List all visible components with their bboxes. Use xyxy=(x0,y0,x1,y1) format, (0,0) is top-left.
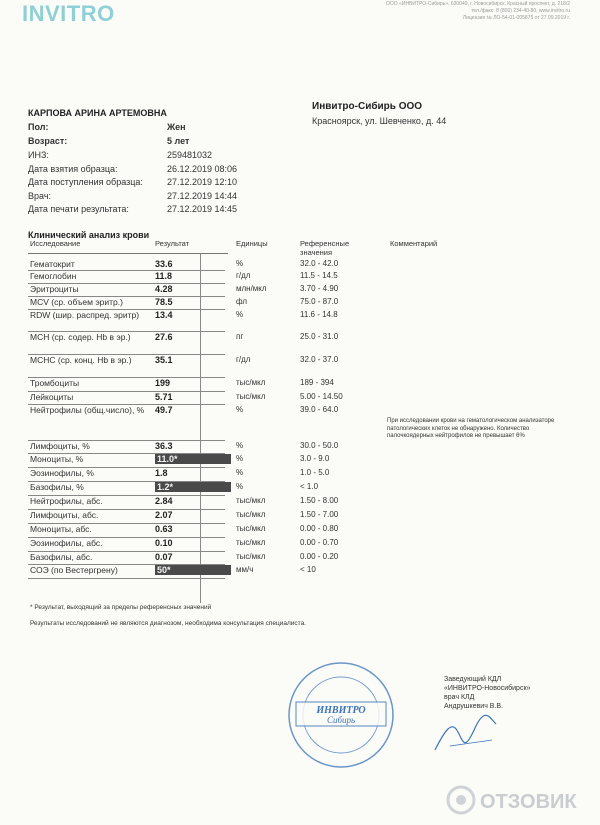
result-value: 0.10 xyxy=(155,538,173,548)
result-unit: % xyxy=(236,405,244,414)
test-name: Гемоглобин xyxy=(30,271,77,281)
reference-range: 30.0 - 50.0 xyxy=(300,441,339,450)
result-value: 36.3 xyxy=(155,441,173,451)
result-unit: % xyxy=(236,310,244,319)
reference-range: 1.0 - 5.0 xyxy=(300,468,330,477)
table-row xyxy=(28,332,568,355)
row-divider xyxy=(28,578,225,579)
table-row xyxy=(28,552,568,565)
reference-range: 0.00 - 0.80 xyxy=(300,524,339,533)
table-row xyxy=(28,392,568,405)
table-row xyxy=(28,565,568,579)
result-value: 5.71 xyxy=(155,392,173,402)
field-label: Дата печати результата: xyxy=(28,204,129,214)
header-info-line: Лицензия № ЛО-54-01-005875 от 27.09.2019 г. xyxy=(462,15,570,21)
handwritten-signature xyxy=(430,710,500,755)
patient-name: КАРПОВА АРИНА АРТЕМОВНА xyxy=(28,108,167,118)
signature-line: Андрушкевич В.В. xyxy=(444,703,504,710)
result-unit: тыс/мкл xyxy=(236,524,266,533)
test-name: Эозинофилы, % xyxy=(30,468,94,478)
table-row xyxy=(28,468,568,482)
table-row xyxy=(28,441,568,454)
result-unit: тыс/мкл xyxy=(236,378,266,387)
result-value: 199 xyxy=(155,378,171,388)
result-unit: % xyxy=(236,441,244,450)
result-unit: тыс/мкл xyxy=(236,538,266,547)
result-unit: % xyxy=(236,259,244,268)
header-info xyxy=(320,1,570,22)
table-row xyxy=(28,259,568,271)
reference-range: 32.0 - 37.0 xyxy=(300,355,339,364)
table-row xyxy=(28,482,568,496)
table-row xyxy=(28,496,568,510)
test-name: Базофилы, % xyxy=(30,482,84,492)
result-value: 27.6 xyxy=(155,332,173,342)
stamp-text-top: ИНВИТРО xyxy=(316,705,366,716)
table-row xyxy=(28,355,568,378)
result-unit: тыс/мкл xyxy=(236,496,266,505)
result-unit: г/дл xyxy=(236,271,251,280)
reference-range: 0.00 - 0.20 xyxy=(300,552,339,561)
result-unit: фл xyxy=(236,297,248,306)
reference-range: 0.00 - 0.70 xyxy=(300,538,339,547)
result-unit: % xyxy=(236,482,244,491)
result-unit: % xyxy=(236,468,244,477)
test-name: Нейтрофилы (общ.число), % xyxy=(30,405,145,415)
field-label: Пол: xyxy=(28,122,49,132)
result-value: 35.1 xyxy=(155,355,173,365)
header-units: Единицы xyxy=(236,239,268,248)
reference-range: 189 - 394 xyxy=(300,378,334,387)
table-row xyxy=(28,454,568,468)
result-unit: пг xyxy=(236,332,244,341)
result-unit: тыс/мкл xyxy=(236,392,266,401)
test-name: MCV (ср. объем эритр.) xyxy=(30,297,123,307)
reference-range: 5.00 - 14.50 xyxy=(300,392,343,401)
test-name: RDW (шир. распред. эритр) xyxy=(30,310,140,320)
result-value: 1.8 xyxy=(155,468,168,478)
reference-range: 11.6 - 14.8 xyxy=(300,310,338,319)
reference-range: 1.50 - 8.00 xyxy=(300,496,339,505)
header-info-line: ООО «ИНВИТРО-Сибирь», 630049, г. Новосибирск, Красный проспект, д. 218/2 xyxy=(386,1,570,7)
field-value: Жен xyxy=(167,122,186,132)
header-info-line: тел./факс: 8 (800) 234-40-80, www.invitro.ru xyxy=(471,8,570,14)
table-row xyxy=(28,524,568,538)
table-row xyxy=(28,538,568,552)
result-unit: % xyxy=(236,454,244,463)
lab-name: Инвитро-Сибирь ООО xyxy=(312,101,423,112)
section-title: Клинический анализ крови xyxy=(28,230,150,240)
result-unit: млн/мкл xyxy=(236,284,267,293)
reference-range: 75.0 - 87.0 xyxy=(300,297,339,306)
result-unit: мм/ч xyxy=(236,565,254,574)
reference-range: 39.0 - 64.0 xyxy=(300,405,339,414)
field-value: 26.12.2019 08:06 xyxy=(167,163,238,174)
result-value: 4.28 xyxy=(155,284,173,294)
result-value: 11.8 xyxy=(155,271,173,281)
reference-range: 25.0 - 31.0 xyxy=(300,332,339,341)
test-name: Гематокрит xyxy=(30,259,75,269)
lab-stamp xyxy=(286,660,396,770)
table-row xyxy=(28,284,568,297)
table-row xyxy=(28,310,568,332)
test-name: Лимфоциты, абс. xyxy=(30,510,99,520)
result-value: 2.07 xyxy=(155,510,173,520)
signature-block xyxy=(444,675,530,711)
result-value: 2.84 xyxy=(155,496,173,506)
header-divider xyxy=(28,253,228,254)
field-value: 5 лет xyxy=(167,136,190,146)
field-label: Дата взятия образца: xyxy=(28,163,118,174)
table-row xyxy=(28,510,568,524)
watermark-text: ОТЗОВИК xyxy=(480,791,577,813)
test-name: Базофилы, абс. xyxy=(30,552,93,562)
stamp-text-bottom: Сибирь xyxy=(326,715,356,725)
disclaimer: Результаты исследований не являются диагнозом, необходима консультация специалиста. xyxy=(30,620,306,627)
test-name: Нейтрофилы, абс. xyxy=(30,496,103,506)
signature-line: Заведующий КДЛ xyxy=(444,676,502,683)
test-name: Эритроциты xyxy=(30,284,79,294)
test-name: MCHC (ср. конц. Hb в эр.) xyxy=(30,355,132,365)
result-value: 78.5 xyxy=(155,297,173,307)
reference-range: < 1.0 xyxy=(300,482,319,491)
field-value: 27.12.2019 14:45 xyxy=(167,204,238,214)
test-name: Эозинофилы, абс. xyxy=(30,538,103,548)
field-label: ИНЗ: xyxy=(28,150,49,160)
result-value: 0.63 xyxy=(155,524,173,534)
result-value: 49.7 xyxy=(155,405,173,415)
flag-footnote: * Результат, выходящий за пределы референсных значений xyxy=(30,604,212,611)
otzovik-watermark xyxy=(444,783,594,817)
reference-range: 1.50 - 7.00 xyxy=(300,510,339,519)
result-value-flagged: 11.0* xyxy=(155,454,231,464)
field-value: 27.12.2019 12:10 xyxy=(167,177,238,187)
result-value: 13.4 xyxy=(155,310,173,320)
invitro-logo: INVITRO xyxy=(22,1,115,26)
test-name: Лимфоциты, % xyxy=(30,441,90,451)
header-result: Результат xyxy=(155,239,190,248)
reference-range: 3.70 - 4.90 xyxy=(300,284,339,293)
result-comment: При исследовании крови на гематологическом анализаторе патологических клеток не обнаружено. Количество палочкоядерных нейтрофилов не превышает 6% xyxy=(387,418,555,439)
test-name: Тромбоциты xyxy=(30,378,80,388)
field-label: Врач: xyxy=(28,190,52,201)
field-label: Возраст: xyxy=(28,136,68,146)
result-value-flagged: 50* xyxy=(155,565,231,575)
result-value: 33.6 xyxy=(155,259,173,269)
reference-range: 32.0 - 42.0 xyxy=(300,259,339,268)
table-row xyxy=(28,271,568,284)
test-name: MCH (ср. содер. Hb в эр.) xyxy=(30,332,131,342)
table-row xyxy=(28,378,568,392)
header-comment: Комментарий xyxy=(390,239,438,248)
signature-line: «ИНВИТРО-Новосибирск» xyxy=(444,685,531,692)
lab-address: Красноярск, ул. Шевченко, д. 44 xyxy=(312,116,447,126)
result-unit: тыс/мкл xyxy=(236,552,266,561)
table-row xyxy=(28,297,568,310)
test-name: Моноциты, % xyxy=(30,454,84,464)
field-value: 27.12.2019 14:44 xyxy=(167,190,238,201)
test-name: Моноциты, абс. xyxy=(30,524,92,534)
field-value: 259481032 xyxy=(167,150,213,160)
header-ref: Референсные значения xyxy=(300,239,350,257)
reference-range: 11.5 - 14.5 xyxy=(300,271,338,280)
result-value: 0.07 xyxy=(155,552,173,562)
reference-range: < 10 xyxy=(300,565,316,574)
header-test: Исследование xyxy=(30,239,81,248)
field-label: Дата поступления образца: xyxy=(28,177,143,187)
result-unit: тыс/мкл xyxy=(236,510,266,519)
test-name: Лейкоциты xyxy=(30,392,74,402)
result-value-flagged: 1.2* xyxy=(155,482,231,492)
test-name: СОЭ (по Вестергрену) xyxy=(30,565,118,575)
signature-line: врач КЛД xyxy=(444,694,475,701)
result-unit: г/дл xyxy=(236,355,251,364)
reference-range: 3.0 - 9.0 xyxy=(300,454,330,463)
